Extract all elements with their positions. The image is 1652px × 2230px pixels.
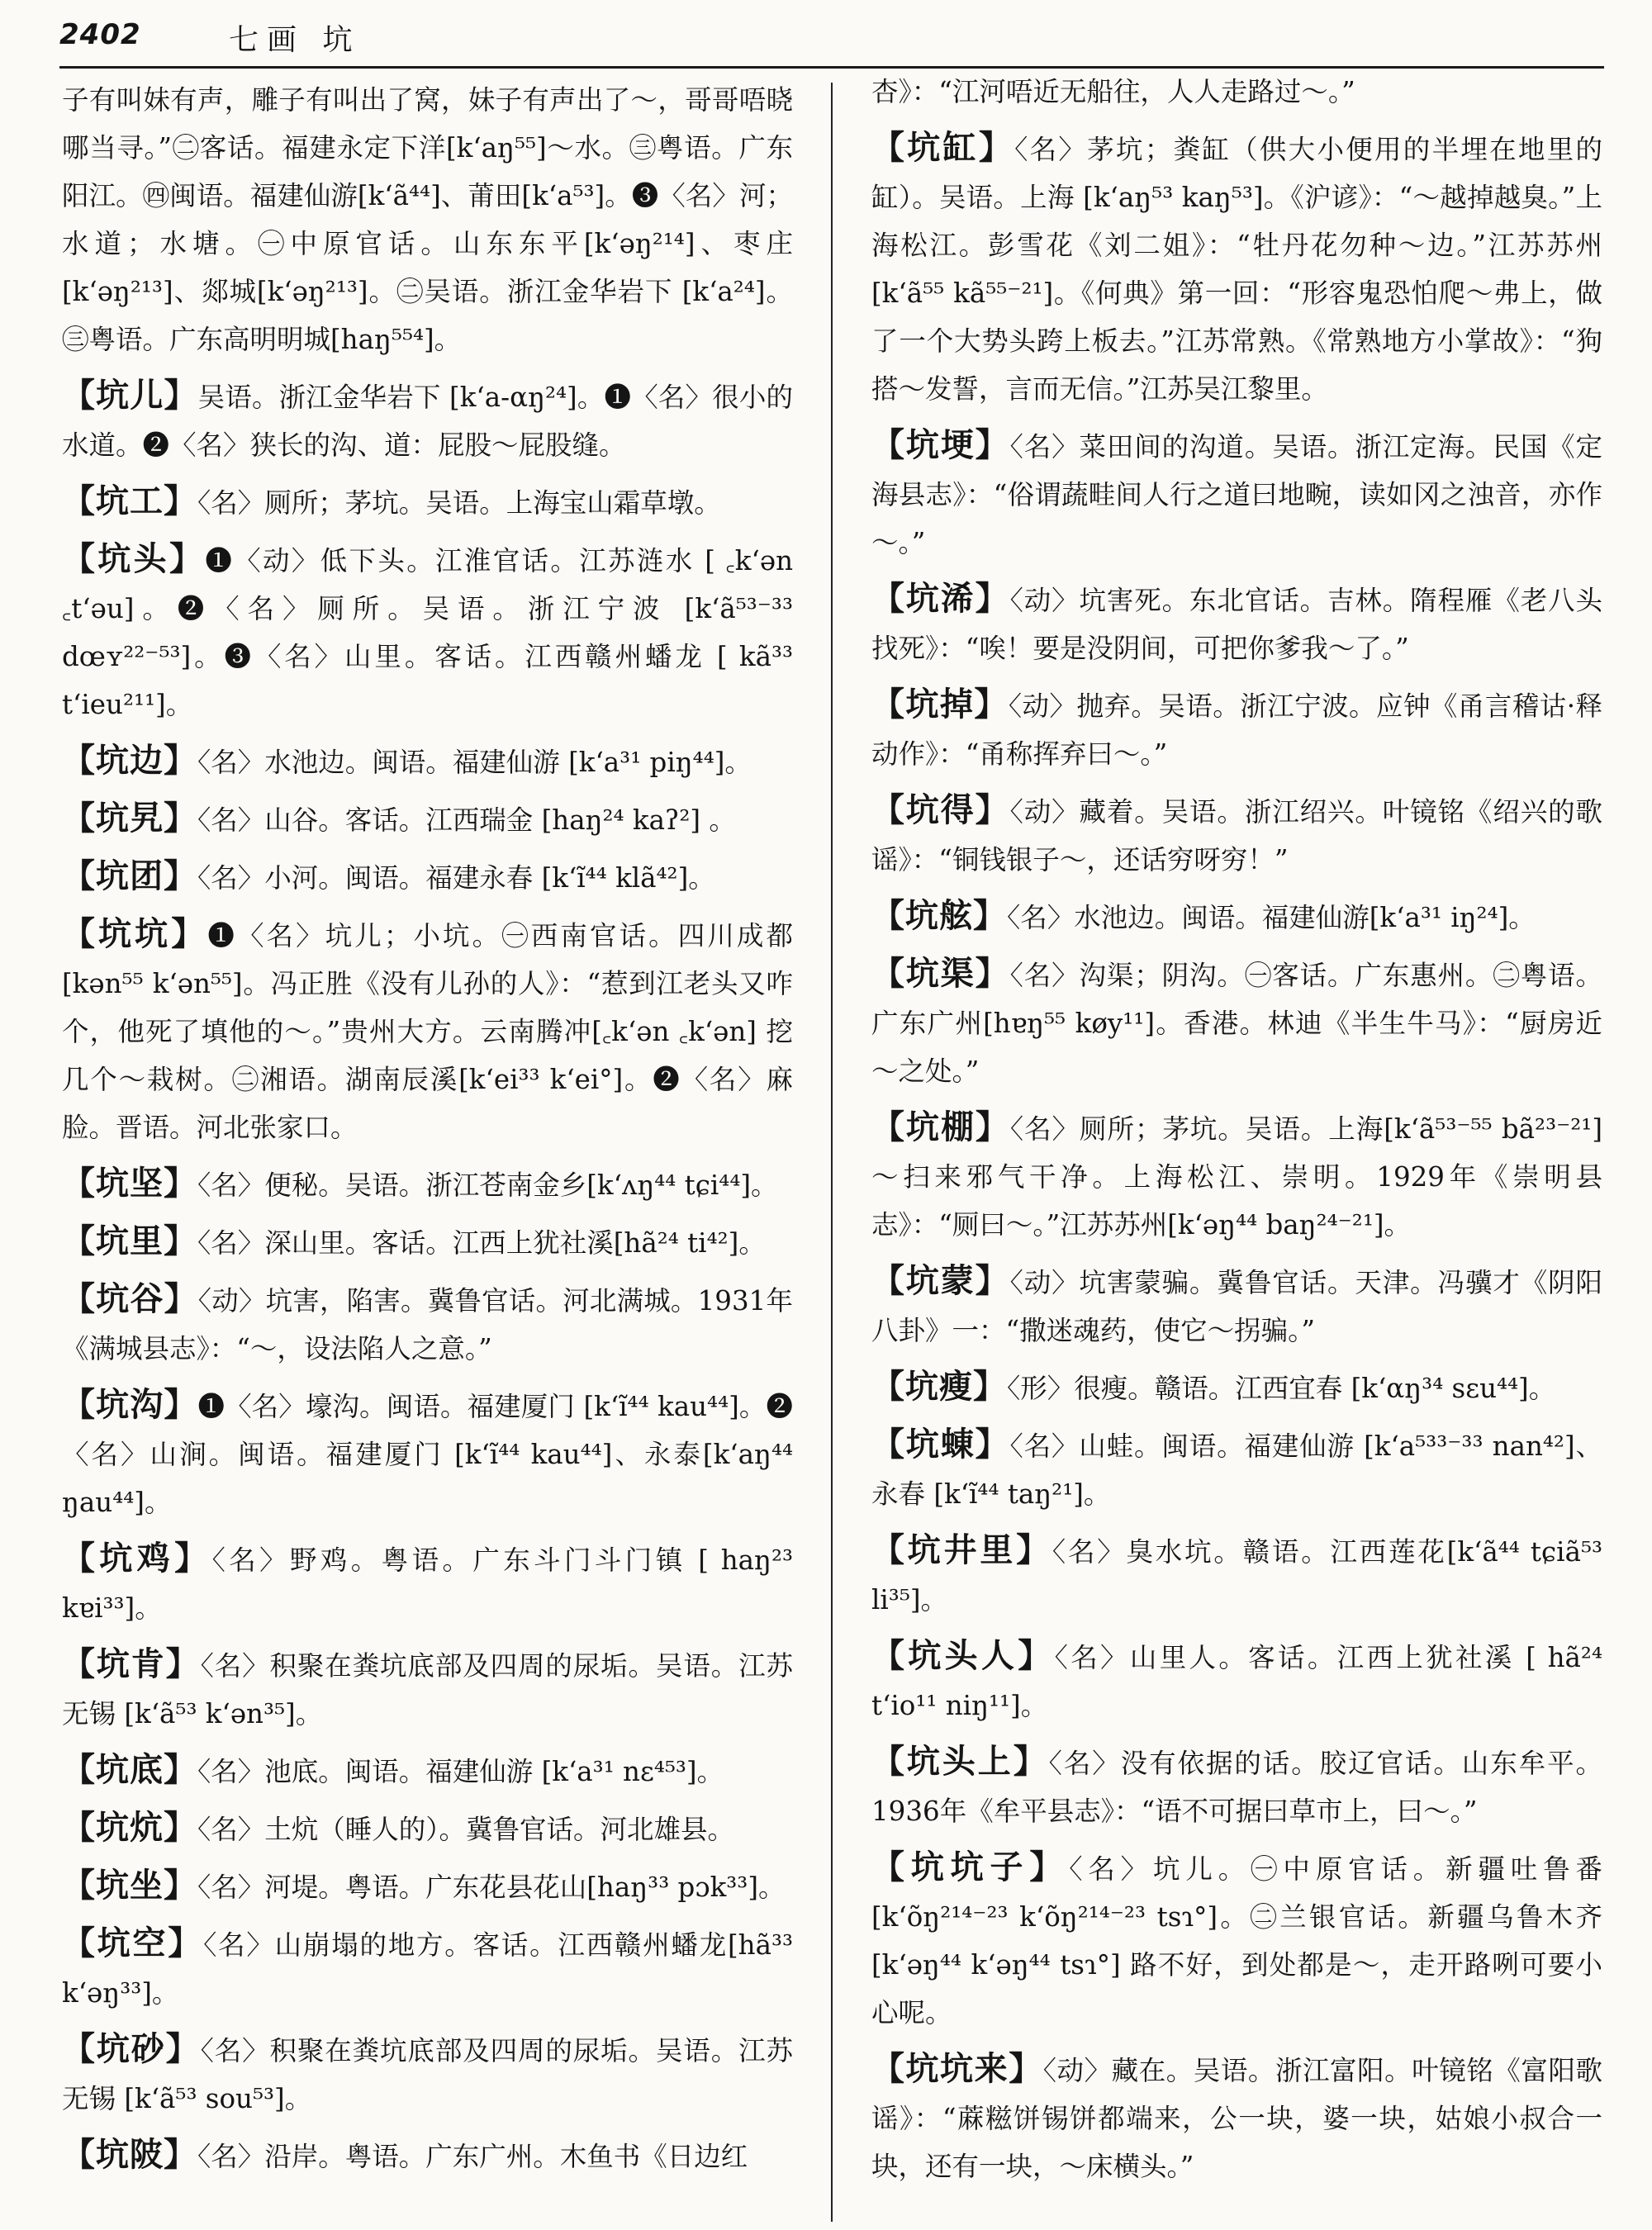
dictionary-entry xyxy=(62,737,793,786)
entry-headword: 【坑炕】 xyxy=(62,1809,197,1847)
entry-definition: 〈名〉便秘。吴语。浙江苍南金乡[k‘ʌŋ⁴⁴ tɕi⁴⁴]。 xyxy=(197,1170,778,1201)
running-head: 七画 坑 xyxy=(229,23,361,57)
entry-definition: 〈名〉坑儿。㊀中原官话。新疆吐鲁番[k‘õŋ²¹⁴⁻²³ k‘õŋ²¹⁴⁻²³ tsɿ°]。㊁兰银官话。新疆乌鲁木齐[k‘əŋ⁴⁴ k‘əŋ⁴⁴ tsɿ°] 路不好，到处都是～，走开路咧可要小心呢。 xyxy=(871,1853,1602,2028)
entry-definition: 〈名〉土炕（睡人的）。冀鲁官话。河北雄县。 xyxy=(197,1814,735,1845)
dictionary-entry xyxy=(871,1632,1602,1729)
entry-definition: ❶〈名〉壕沟。闽语。福建厦门 [k‘ĩ⁴⁴ kau⁴⁴]。❷〈名〉山涧。闽语。福建厦门 [k‘ĩ⁴⁴ kau⁴⁴]、永泰[k‘aŋ⁴⁴ ŋau⁴⁴]。 xyxy=(62,1391,794,1518)
dictionary-entry xyxy=(62,372,793,469)
entry-definition: 〈名〉菜田间的沟道。吴语。浙江定海。民国《定海县志》：“俗谓蔬畦间人行之道曰地畹，读如冈之浊音，亦作～。” xyxy=(871,431,1602,558)
dictionary-entry xyxy=(871,892,1602,942)
entry-definition: 〈动〉坑害，陷害。冀鲁官话。河北满城。1931年《满城县志》：“～，设法陷人之意。” xyxy=(62,1285,794,1364)
entry-headword: 【坑坐】 xyxy=(62,1867,197,1905)
entry-definition: 〈动〉藏着。吴语。浙江绍兴。叶镜铭《绍兴的歌谣》：“铜钱银子～，还话穷呀穷！” xyxy=(871,796,1602,875)
entry-definition: 〈动〉坑害死。东北官话。吉林。隋程雁《老八头找死》：“唉！要是没阴间，可把你爹我～了。” xyxy=(871,585,1602,664)
entry-headword: 【坑儿】 xyxy=(62,377,198,415)
entry-definition: 〈动〉藏在。吴语。浙江富阳。叶镜铭《富阳歌谣》：“蔴糍饼锡饼都端来，公一块，婆一块，姑娘小叔合一块，还有一块，～床横头。” xyxy=(871,2055,1602,2182)
entry-definition: 〈形〉很瘦。赣语。江西宜春 [k‘αŋ³⁴ sɛu⁴⁴]。 xyxy=(1007,1373,1556,1404)
entry-definition: 〈名〉茅坑；粪缸（供大小便用的半埋在地里的缸）。吴语。上海 [k‘aŋ⁵³ kaŋ⁵³]。《沪谚》：“～越掉越臭。”上海松江。彭雪花《刘二姐》：“牡丹花勿种～边。”江苏苏州 [k‘ã⁵⁵ kã⁵⁵⁻²¹]。《何典》第一回：“形容鬼恐怕爬～弗上，做了一个大势头跨上板去。”江苏常熟。《常熟地方小掌故》：“狗搭～发誓，言而无信。”江苏吴江黎里。 xyxy=(871,134,1602,405)
entry-definition: 〈名〉池底。闽语。福建仙游 [k‘a³¹ nɛ⁴⁵³]。 xyxy=(197,1756,724,1787)
dictionary-entry xyxy=(62,1804,793,1853)
entry-headword: 【坑砂】 xyxy=(62,2030,201,2068)
dictionary-entry xyxy=(62,477,793,527)
dictionary-entry xyxy=(62,535,793,728)
entry-definition: 〈名〉积聚在粪坑底部及四周的尿垢。吴语。江苏无锡 [k‘ã⁵³ k‘ən³⁵]。 xyxy=(62,1650,793,1729)
entry-headword: 【坑井里】 xyxy=(871,1531,1052,1569)
entry-definition: 〈名〉深山里。客话。江西上犹社溪[hã²⁴ ti⁴²]。 xyxy=(197,1227,766,1259)
entry-definition: 〈动〉坑害蒙骗。冀鲁官话。天津。冯骥才《阴阳八卦》一：“撒迷魂药，使它～拐骗。” xyxy=(871,1267,1602,1346)
entry-headword: 【坑旯】 xyxy=(62,799,197,837)
dictionary-entry xyxy=(871,421,1602,567)
dictionary-entry xyxy=(62,1381,793,1526)
dictionary-entry xyxy=(62,1862,793,1911)
column-divider xyxy=(831,83,833,2222)
dictionary-entry xyxy=(62,2131,793,2180)
entry-headword: 【坑舷】 xyxy=(871,897,1007,935)
entry-definition: 杏》：“江河唔近无船往，人人走路过～。” xyxy=(871,76,1355,107)
entry-headword: 【坑空】 xyxy=(62,1924,204,1962)
entry-headword: 【坑鸡】 xyxy=(62,1540,212,1578)
entry-headword: 【坑坚】 xyxy=(62,1165,197,1203)
dictionary-entry xyxy=(871,1103,1602,1249)
entry-definition: 〈名〉山谷。客话。江西瑞金 [haŋ²⁴ kaʔ²] 。 xyxy=(197,804,736,836)
entry-definition: 〈名〉水池边。闽语。福建仙游 [k‘a³¹ piŋ⁴⁴]。 xyxy=(197,747,752,778)
dictionary-entry xyxy=(62,852,793,902)
dictionary-entry xyxy=(62,76,793,363)
entry-definition: ❶〈名〉坑儿；小坑。㊀西南官话。四川成都[kən⁵⁵ k‘ən⁵⁵]。冯正胜《没有儿孙的人》：“惹到江老头又咋个，他死了填他的～。”贵州大方。云南腾冲[꜀k‘ən ꜀k‘ən] 挖几个～栽树。㊁湘语。湖南辰溪[k‘ei³³ k‘ei°]。❷〈名〉麻脸。晋语。河北张家口。 xyxy=(62,920,793,1143)
entry-headword: 【坑坑子】 xyxy=(871,1848,1070,1886)
entry-definition: 〈名〉河堤。粤语。广东花县花山[haŋ³³ pɔk³³]。 xyxy=(197,1872,786,1903)
entry-headword: 【坑浠】 xyxy=(871,580,1010,618)
entry-definition: 〈名〉小河。闽语。福建永春 [k‘ĩ⁴⁴ klã⁴²]。 xyxy=(197,862,715,894)
dictionary-entry xyxy=(871,124,1602,413)
entry-headword: 【坑蝀】 xyxy=(871,1426,1010,1464)
dictionary-entry xyxy=(871,68,1602,116)
dictionary-entry xyxy=(62,1217,793,1267)
entry-definition: 〈名〉山崩塌的地方。客话。江西赣州蟠龙[hã³³ k‘əŋ³³]。 xyxy=(62,1929,794,2009)
entry-headword: 【坑边】 xyxy=(62,742,197,780)
entry-definition: 〈名〉沟渠；阴沟。㊀客话。广东惠州。㊁粤语。广东广州[hɐŋ⁵⁵ køy¹¹]。香港。林迪《半生牛马》：“厨房近～之处。” xyxy=(871,960,1602,1087)
dictionary-entry xyxy=(871,2045,1602,2190)
entry-definition: 〈动〉抛弃。吴语。浙江宁波。应钟《甬言稽诂·释动作》：“甬称挥弃曰～。” xyxy=(871,690,1602,770)
dictionary-entry xyxy=(62,1919,793,2017)
entry-headword: 【坑沟】 xyxy=(62,1386,198,1424)
dictionary-entry xyxy=(871,1738,1602,1835)
entry-definition: 〈名〉沿岸。粤语。广东广州。木鱼书《日边红 xyxy=(197,2141,748,2172)
entry-headword: 【坑渠】 xyxy=(871,955,1010,993)
entry-headword: 【坑工】 xyxy=(62,482,197,520)
dictionary-entry xyxy=(871,1526,1602,1624)
entry-definition: ❶〈动〉低下头。江淮官话。江苏涟水 [ ꜀k‘ən ꜀t‘əu]。❷〈名〉厕所。吴语。浙江宁波 [k‘ã⁵³⁻³³ dœʏ²²⁻⁵³]。❸〈名〉山里。客话。江西赣州蟠龙 [ kã³³ t‘ieu²¹¹]。 xyxy=(62,545,793,720)
entry-definition: 子有叫妹有声，雕子有叫出了窝，妹子有声出了～，哥哥唔晓哪当寻。”㊁客话。福建永定下洋[k‘aŋ⁵⁵]～水。㊂粤语。广东阳江。㊃闽语。福建仙游[k‘ã⁴⁴]、莆田[k‘a⁵³]。❸〈名〉河；水道；水塘。㊀中原官话。山东东平[k‘əŋ²¹⁴]、枣庄[k‘əŋ²¹³]、郯城[k‘əŋ²¹³]。㊁吴语。浙江金华岩下 [k‘a²⁴]。㊂粤语。广东高明明城[haŋ⁵⁵⁴]。 xyxy=(62,84,793,355)
dictionary-entry xyxy=(62,795,793,844)
page-number: 2402 xyxy=(59,18,141,51)
entry-definition: 〈名〉厕所；茅坑。吴语。上海宝山霜草墩。 xyxy=(197,487,721,519)
dictionary-entry xyxy=(62,1160,793,1209)
entry-headword: 【坑头】 xyxy=(62,540,206,578)
entry-headword: 【坑头人】 xyxy=(871,1637,1055,1675)
entry-headword: 【坑蒙】 xyxy=(871,1262,1010,1300)
entry-headword: 【坑谷】 xyxy=(62,1280,198,1318)
dictionary-entry xyxy=(62,1746,793,1796)
left-column xyxy=(62,76,793,2189)
entry-headword: 【坑坑来】 xyxy=(871,2050,1043,2088)
entry-definition: 〈名〉山里人。客话。江西上犹社溪 [ hã²⁴ t‘io¹¹ niŋ¹¹]。 xyxy=(871,1642,1602,1721)
dictionary-entry xyxy=(871,786,1602,884)
dictionary-entry xyxy=(62,1275,793,1373)
entry-headword: 【坑棚】 xyxy=(871,1108,1010,1146)
dictionary-entry xyxy=(871,1843,1602,2037)
dictionary-entry xyxy=(62,2025,793,2123)
entry-headword: 【坑得】 xyxy=(871,791,1010,829)
dictionary-entry xyxy=(62,1640,793,1738)
entry-headword: 【坑团】 xyxy=(62,857,197,895)
dictionary-entry xyxy=(871,1257,1602,1355)
dictionary-entry xyxy=(871,950,1602,1095)
entry-headword: 【坑瘦】 xyxy=(871,1368,1007,1406)
entry-definition: 〈名〉臭水坑。赣语。江西莲花[k‘ã⁴⁴ tɕiã⁵³ li³⁵]。 xyxy=(871,1536,1602,1616)
entry-definition: 〈名〉积聚在粪坑底部及四周的尿垢。吴语。江苏无锡 [k‘ã⁵³ sou⁵³]。 xyxy=(62,2035,793,2114)
dictionary-entry xyxy=(871,575,1602,672)
entry-headword: 【坑坑】 xyxy=(62,915,208,953)
entry-definition: 〈名〉厕所；茅坑。吴语。上海[k‘ã⁵³⁻⁵⁵ bã²³⁻²¹]～扫来邪气干净。上海松江、崇明。1929年《崇明县志》：“厕曰～。”江苏苏州[k‘əŋ⁴⁴ baŋ²⁴⁻²¹]。 xyxy=(871,1113,1603,1241)
entry-headword: 【坑底】 xyxy=(62,1751,197,1789)
entry-definition: 〈名〉没有依据的话。胶辽官话。山东牟平。1936年《牟平县志》：“语不可据曰草市上，曰～。” xyxy=(871,1748,1602,1827)
entry-definition: 〈名〉野鸡。粤语。广东斗门斗门镇 [ haŋ²³ kɐi³³]。 xyxy=(62,1544,794,1624)
entry-headword: 【坑埂】 xyxy=(871,426,1010,464)
dictionary-entry xyxy=(871,1421,1602,1518)
entry-headword: 【坑陂】 xyxy=(62,2136,197,2174)
dictionary-entry xyxy=(871,1363,1602,1412)
entry-headword: 【坑头上】 xyxy=(871,1743,1049,1781)
dictionary-entry xyxy=(871,681,1602,778)
right-column xyxy=(871,68,1602,2199)
dictionary-entry xyxy=(62,1535,793,1632)
entry-headword: 【坑缸】 xyxy=(871,129,1015,167)
entry-definition: 吴语。浙江金华岩下 [k‘a-αŋ²⁴]。❶〈名〉很小的水道。❷〈名〉狭长的沟、道：屁股～屁股缝。 xyxy=(62,382,793,461)
entry-definition: 〈名〉山蛙。闽语。福建仙游 [k‘a⁵³³⁻³³ nan⁴²]、永春 [k‘ĩ⁴⁴ taŋ²¹]。 xyxy=(871,1431,1603,1510)
page-header xyxy=(59,10,1604,68)
entry-headword: 【坑掉】 xyxy=(871,686,1009,724)
entry-headword: 【坑里】 xyxy=(62,1222,197,1260)
dictionary-entry xyxy=(62,910,793,1151)
entry-headword: 【坑肯】 xyxy=(62,1645,201,1683)
entry-definition: 〈名〉水池边。闽语。福建仙游[k‘a³¹ iŋ²⁴]。 xyxy=(1007,902,1536,933)
